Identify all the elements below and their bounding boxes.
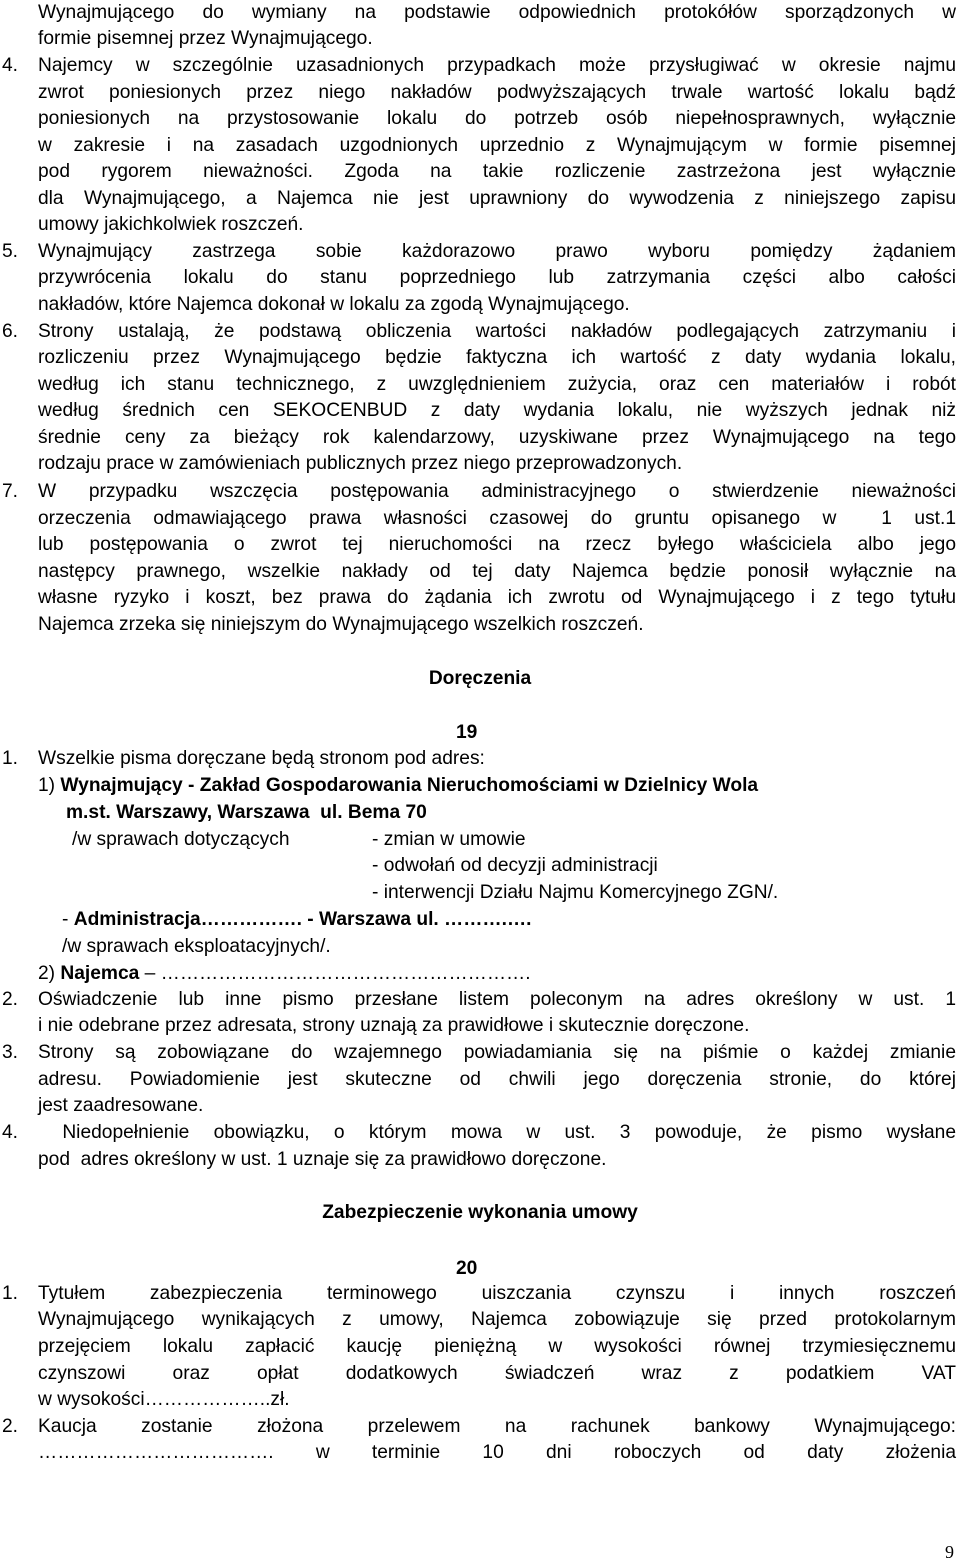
- paragraph-line: Wynajmującego wynikających z umowy, Najemca zobowiązuje się przed protokolarnym: [38, 1309, 956, 1330]
- paragraph-line: W przypadku wszczęcia postępowania administracyjnego o stwierdzenie nieważności: [38, 481, 956, 502]
- address-line: [38, 773, 758, 799]
- paragraph-line: Najemcy w szczególnie uzasadnionych przypadkach może przysługiwać w okresie najmu: [38, 55, 956, 76]
- item-number: 1.: [2, 748, 19, 769]
- administration-address: Administracja……………. - Warszawa ul. ……….….: [73, 909, 532, 930]
- item-number: 1.: [2, 1283, 19, 1304]
- item-number: 4.: [2, 1122, 19, 1143]
- paragraph-line: Niedopełnienie obowiązku, o którym mowa w ust. 3 powoduje, że pismo wysłane: [38, 1122, 956, 1143]
- paragraph-line: Najemca zrzeka się niniejszym do Wynajmującego wszelkich roszczeń.: [38, 614, 644, 635]
- paragraph-line: według średnich cen SEKOCENBUD z daty wydania lokalu, nie wyższych jednak niż: [38, 400, 956, 421]
- paragraph-line: - zmian w umowie: [372, 829, 526, 850]
- paragraph-line: dla Wynajmującego, a Najemca nie jest uprawniony do wywodzenia z niniejszego zapisu: [38, 188, 956, 209]
- section-number: [456, 1254, 477, 1282]
- paragraph-line: średnie ceny za bieżący rok kalendarzowy, uzyskiwane przez Wynajmującego na tego: [38, 427, 956, 448]
- paragraph-line: /w sprawach dotyczących: [72, 829, 290, 850]
- paragraph-line: orzeczenia odmawiającego prawa własności czasowej do gruntu opisanego w 1 ust.1: [38, 508, 956, 529]
- paragraph-line: pod rygorem nieważności. Zgoda na takie rozliczenie zastrzeżona jest wyłącznie: [38, 161, 956, 182]
- paragraph-line: ………………………………. w terminie 10 dni roboczych od daty złożenia: [38, 1442, 956, 1463]
- paragraph-line: przywrócenia lokalu do stanu poprzedniego lub zatrzymania części albo całości: [38, 267, 956, 288]
- paragraph-line: Oświadczenie lub inne pismo przesłane listem poleconym na adres określony w ust. 1: [38, 989, 956, 1010]
- paragraph-line: Strony ustalają, że podstawą obliczenia wartości nakładów podlegających zatrzymaniu i: [38, 321, 956, 342]
- paragraph-line: rodzaju prace w zamówieniach publicznych przez niego przeprowadzonych.: [38, 453, 683, 474]
- paragraph-line: poniesionych na przystosowanie lokalu do potrzeb osób niepełnosprawnych, wyłącznie: [38, 108, 956, 129]
- paragraph-line: rozliczeniu przez Wynajmującego będzie faktyczna ich wartość z daty wydania lokalu,: [38, 347, 956, 368]
- paragraph-line: formie pisemnej przez Wynajmującego.: [38, 28, 373, 49]
- admin-line: [62, 907, 531, 933]
- paragraph-line: adresu. Powiadomienie jest skuteczne od chwili jego doręczenia stronie, do której: [38, 1069, 956, 1090]
- paragraph-line: przejęciem lokalu zapłacić kaucję pieniężną w wysokości równej trzymiesięcznemu: [38, 1336, 956, 1357]
- paragraph-line: - interwencji Działu Najmu Komercyjnego ZGN/.: [372, 882, 779, 903]
- paragraph-line: według ich stanu technicznego, z uwzględnieniem zużycia, oraz cen materiałów i robót: [38, 374, 956, 395]
- paragraph-line: Kaucja zostanie złożona przelewem na rachunek bankowy Wynajmującego:: [38, 1416, 956, 1437]
- paragraph-line: własne ryzyko i koszt, bez prawa do żądania ich zwrotu od Wynajmującego i z tego tytułu: [38, 587, 956, 608]
- list-marker: 1): [38, 775, 61, 796]
- section-number: [456, 718, 477, 746]
- paragraph-line: i nie odebrane przez adresata, strony uznają za prawidłowe i skutecznie doręczone.: [38, 1015, 750, 1036]
- paragraph-line: w wysokości………………..zł.: [38, 1389, 290, 1410]
- item-number: 3.: [2, 1042, 19, 1063]
- section-title: Doręczenia: [428, 668, 532, 689]
- paragraph-line: /w sprawach eksploatacyjnych/.: [62, 936, 331, 957]
- item-number: 5.: [2, 241, 19, 262]
- paragraph-line: nakładów, które Najemca dokonał w lokalu za zgodą Wynajmującego.: [38, 294, 630, 315]
- paragraph-line: zwrot poniesionych przez niego nakładów podwyższających trwale wartość lokalu bądź: [38, 82, 956, 103]
- paragraph-line: umowy jakichkolwiek roszczeń.: [38, 214, 304, 235]
- item-number: 7.: [2, 481, 19, 502]
- item-number: 2.: [2, 989, 19, 1010]
- paragraph-line: Tytułem zabezpieczenia terminowego uiszczania czynszu i innych roszczeń: [38, 1283, 956, 1304]
- paragraph-line: Strony są zobowiązane do wzajemnego powiadamiania się na piśmie o każdej zmianie: [38, 1042, 956, 1063]
- tenant-blank: – ………………………………………………….: [139, 963, 531, 984]
- tenant-line: [38, 961, 531, 987]
- item-number: 2.: [2, 1416, 19, 1437]
- item-number: 6.: [2, 321, 19, 342]
- paragraph-line: w zakresie i na zasadach uzgodnionych uprzednio z Wynajmującym w formie pisemnej: [38, 135, 956, 156]
- paragraph-line: lub postępowania o zwrot tej nieruchomości na rzecz byłego właściciela albo jego: [38, 534, 956, 555]
- list-marker: -: [62, 909, 74, 930]
- item-number: 4.: [2, 55, 19, 76]
- paragraph-line: Wynajmującego do wymiany na podstawie odpowiednich protokółów sporządzonych w: [38, 2, 956, 23]
- landlord-address: Wynajmujący - Zakład Gospodarowania Nieruchomościami w Dzielnicy Wola: [60, 775, 759, 796]
- list-marker: 2): [38, 963, 61, 984]
- landlord-address-cont: m.st. Warszawy, Warszawa ul. Bema 70: [66, 802, 427, 823]
- section-number-value: 20: [456, 1258, 478, 1279]
- paragraph-line: jest zaadresowane.: [38, 1095, 204, 1116]
- paragraph-line: Wszelkie pisma doręczane będą stronom pod adres:: [38, 748, 485, 769]
- paragraph-line: pod adres określony w ust. 1 uznaje się za prawidłowo doręczone.: [38, 1149, 607, 1170]
- section-title: Zabezpieczenie wykonania umowy: [322, 1202, 638, 1223]
- paragraph-line: czynszowi oraz opłat dodatkowych świadczeń wraz z podatkiem VAT: [38, 1363, 956, 1384]
- section-number-value: 19: [456, 722, 478, 743]
- page-number: 9: [945, 1542, 954, 1562]
- tenant-label: Najemca: [60, 963, 140, 984]
- paragraph-line: - odwołań od decyzji administracji: [372, 855, 658, 876]
- paragraph-line: następcy prawnego, wszelkie nakłady od tej daty Najemca będzie ponosił wyłącznie na: [38, 561, 956, 582]
- paragraph-line: Wynajmujący zastrzega sobie każdorazowo prawo wyboru pomiędzy żądaniem: [38, 241, 956, 262]
